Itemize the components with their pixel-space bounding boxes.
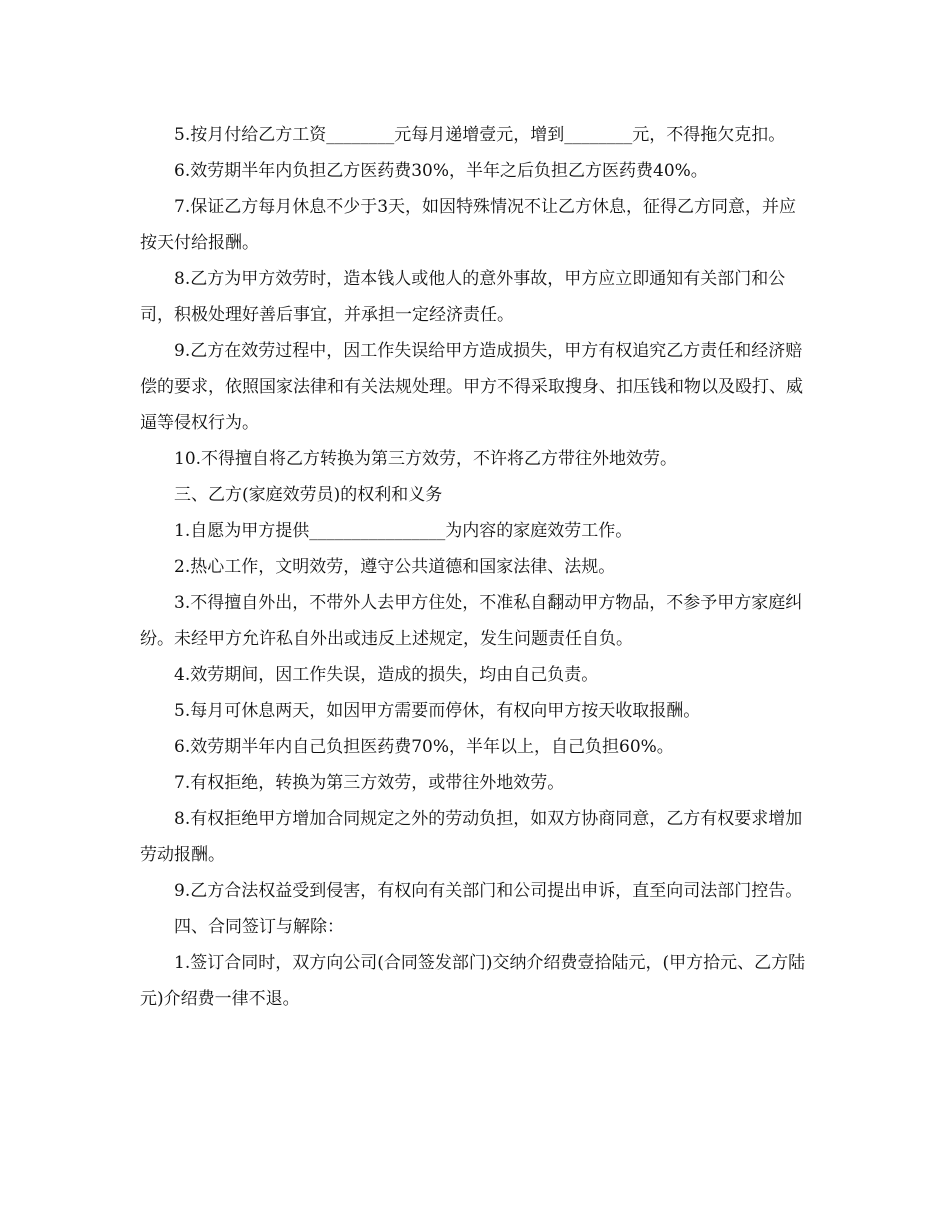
paragraph-introduction-fee-clause: 1.签订合同时，双方向公司(合同签发部门)交纳介绍费壹拾陆元，(甲方拾元、乙方陆元)介绍费一律不退。 [140, 953, 806, 1009]
paragraph-self-medical-expense-clause: 6.效劳期半年内自己负担医药费70%，半年以上，自己负担60%。 [174, 737, 674, 757]
paragraph-conduct-clause: 3.不得擅自外出，不带外人去甲方住处，不准私自翻动甲方物品，不参予甲方家庭纠纷。未经甲方允许私自外出或违反上述规定，发生问题责任自负。 [140, 593, 803, 649]
section-heading-signing-termination: 四、合同签订与解除： [174, 917, 344, 937]
paragraph-service-content-clause: 1.自愿为甲方提供________________为内容的家庭效劳工作。 [174, 521, 633, 541]
paragraph-transfer-clause: 10.不得擅自将乙方转换为第三方效劳，不许将乙方带往外地效劳。 [174, 449, 678, 469]
section-heading-rights-duties: 三、乙方(家庭效劳员)的权利和义务 [174, 485, 443, 505]
paragraph-monthly-rest-clause: 5.每月可休息两天，如因甲方需要而停休，有权向甲方按天收取报酬。 [174, 701, 701, 721]
paragraph-extra-labor-clause: 8.有权拒绝甲方增加合同规定之外的劳动负担，如双方协商同意，乙方有权要求增加劳动报酬。 [140, 809, 803, 865]
paragraph-work-ethic-clause: 2.热心工作，文明效劳，遵守公共道德和国家法律、法规。 [174, 557, 616, 577]
paragraph-refusal-transfer-clause: 7.有权拒绝，转换为第三方效劳，或带往外地效劳。 [174, 773, 565, 793]
paragraph-compensation-clause: 9.乙方在效劳过程中，因工作失误给甲方造成损失，甲方有权追究乙方责任和经济赔偿的要求，依照国家法律和有关法规处理。甲方不得采取搜身、扣压钱和物以及殴打、威逼等侵权行为。 [140, 341, 803, 433]
paragraph-medical-expense-clause: 6.效劳期半年内负担乙方医药费30%，半年之后负担乙方医药费40%。 [174, 161, 708, 181]
paragraph-accident-clause: 8.乙方为甲方效劳时，造本钱人或他人的意外事故，甲方应立即通知有关部门和公司，积极处理好善后事宜，并承担一定经济责任。 [140, 269, 786, 325]
paragraph-complaint-clause: 9.乙方合法权益受到侵害，有权向有关部门和公司提出申诉，直至向司法部门控告。 [174, 881, 803, 901]
paragraph-rest-days-clause: 7.保证乙方每月休息不少于3天，如因特殊情况不让乙方休息，征得乙方同意，并应按天付给报酬。 [140, 197, 797, 253]
paragraph-wage-clause: 5.按月付给乙方工资________元每月递增壹元，增到________元，不得拖欠克扣。 [174, 125, 786, 145]
paragraph-loss-responsibility-clause: 4.效劳期间，因工作失误，造成的损失，均由自己负责。 [174, 665, 599, 685]
document-body [140, 117, 812, 1017]
